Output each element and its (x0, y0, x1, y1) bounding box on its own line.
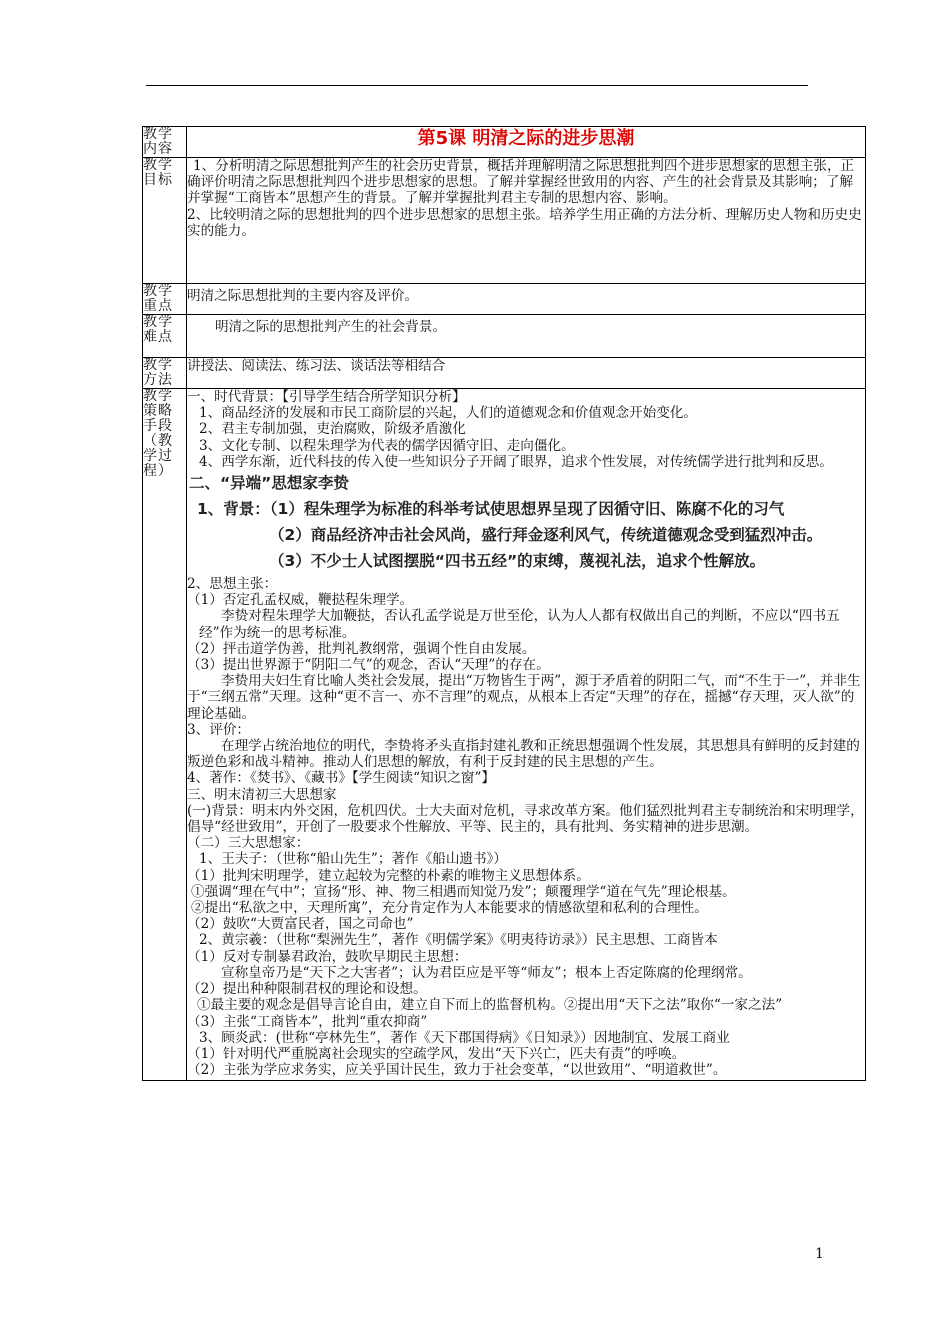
label-content: 教学内容 (143, 127, 187, 158)
difficulty-text: 明清之际的思想批判产生的社会背景。 (215, 319, 447, 335)
key-text: 明清之际思想批判的主要内容及评价。 (187, 288, 419, 304)
section-3-subheading: （二）三大思想家： (187, 835, 310, 852)
section-2-point: （3）提出世界源于“阴阳二气”的观念，否认“天理”的存在。 (187, 657, 550, 674)
section-2-text: 李贽对程朱理学大加鞭挞，否认孔孟学说是万世至伦，认为人人都有权做出自己的判断，不应以“四书五经”作为统一的思考标准。 (199, 608, 840, 641)
row-content (143, 127, 866, 158)
section-2-subheading: 3、评价： (187, 721, 251, 738)
page-number: 1 (815, 1246, 824, 1262)
section-1-item: 4、西学东渐，近代科技的传入使一些知识分子开阔了眼界，追求个性发展，对传统儒学进行批判和反思。 (199, 453, 833, 470)
thinker-point: （1）反对专制暴君政治，鼓吹早期民主思想： (187, 948, 468, 965)
label-process: 教学策略手段（教学过程） (143, 389, 187, 1081)
section-1-item: 1、商品经济的发展和市民工商阶层的兴起，人们的道德观念和价值观念开始变化。 (199, 405, 698, 422)
section-2-background: 1、背景：（1）程朱理学为标准的科举考试使思想界呈现了因循守旧、陈腐不化的习气 (197, 500, 785, 519)
thinker-point: （2）鼓吹“大贾富民者，国之司命也” (187, 916, 414, 933)
section-3-heading: 三、明末清初三大思想家 (187, 786, 337, 803)
section-2-subheading: 2、思想主张： (187, 576, 278, 593)
process-body (187, 389, 866, 1081)
section-2-point: （1）否定孔孟权威，鞭挞程朱理学。 (187, 592, 414, 609)
thinker-point: ①强调“理在气中”；宣扬“形、神、物三相遇而知觉乃发”；颠覆理学“道在气先”理论根基。 (191, 883, 736, 900)
thinker-point: （3）主张“工商皆本”，批判“重农抑商” (187, 1013, 428, 1030)
section-2-heading: 二、“异端”思想家李贽 (189, 474, 349, 493)
thinker-heading: 2、黄宗羲：（世称“梨洲先生”，著作《明儒学案》《明夷待访录》）民主思想、工商皆本 (199, 932, 718, 949)
label-method: 教学方法 (143, 358, 187, 389)
section-2-background: （2）商品经济冲击社会风尚，盛行拜金逐利风气，传统道德观念受到猛烈冲击。 (269, 526, 823, 545)
row-goals (143, 158, 866, 284)
label-key: 教学重点 (143, 284, 187, 315)
row-process (143, 389, 866, 1081)
row-difficulty (143, 315, 866, 358)
thinker-text: 宣称皇帝乃是“天下之大害者”；认为君臣应是平等“师友”；根本上否定陈腐的伦理纲常。 (221, 964, 752, 981)
section-2-point: （2）抨击道学伪善，批判礼教纲常，强调个性自由发展。 (187, 640, 536, 657)
label-difficulty: 教学难点 (143, 315, 187, 358)
lesson-plan-table (142, 126, 866, 1081)
section-2-text: 在理学占统治地位的明代，李贽将矛头直指封建礼教和正统思想强调个性发展，其思想具有鲜明的反封建的叛逆色彩和战斗精神。推动人们思想的解放，有利于反封建的民主思想的产生。 (187, 738, 860, 771)
section-1-heading: 一、时代背景：【引导学生结合所学知识分析】 (187, 389, 466, 405)
label-goals: 教学目标 (143, 158, 187, 284)
lesson-title: 第5课 明清之际的进步思潮 (417, 128, 635, 149)
thinker-point: （1）批判宋明理学，建立起较为完整的朴素的唯物主义思想体系。 (187, 867, 590, 884)
row-method (143, 358, 866, 389)
goal-1: 1、分析明清之际思想批判产生的社会历史背景，概括并理解明清之际思想批判四个进步思想家的思想主张，正确评价明清之际思想批判四个进步思想家的思想。了解并掌握经世致用的内容、产生的社会背景及其影响；了解并掌握“工商皆本”思想产生的背景。了解并掌握批判君主专制的思想内容、影响。 (187, 158, 855, 207)
section-2-subheading: 4、著作：《焚书》、《藏书》【学生阅读“知识之窗”】 (187, 770, 496, 787)
section-2-text: 李贽用夫妇生育比喻人类社会发展，提出“万物皆生于两”，源于矛盾着的阴阳二气，而“不生于一”，并非生于“三纲五常”天理。这种“更不言一、亦不言理”的观点，从根本上否定“天理”的存在，摇撼“存天理，灭人欲”的理论基础。 (187, 673, 861, 722)
thinker-point: ②提出“私欲之中，天理所寓”，充分肯定作为人本能要求的情感欲望和私利的合理性。 (191, 900, 708, 917)
section-1-item: 3、文化专制、以程朱理学为代表的儒学因循守旧、走向僵化。 (199, 437, 575, 454)
goal-2: 2、比较明清之际的思想批判的四个进步思想家的思想主张。培养学生用正确的方法分析、理解历史人物和历史史实的能力。 (187, 206, 862, 239)
thinker-point: （2）提出种种限制君权的理论和设想。 (187, 981, 427, 998)
thinker-point: （2）主张为学应求务实，应关乎国计民生，致力于社会变革，“以世致用”、“明道救世”。 (187, 1062, 727, 1079)
section-1-item: 2、君主专制加强，吏治腐败，阶级矛盾激化 (199, 421, 466, 438)
method-text: 讲授法、阅读法、练习法、谈话法等相结合 (187, 358, 446, 374)
row-key (143, 284, 866, 315)
thinker-text: ①最主要的观念是倡导言论自由，建立自下而上的监督机构。②提出用“天下之法”取你“一家之法” (197, 997, 783, 1014)
section-2-background: （3）不少士人试图摆脱“四书五经”的束缚，蔑视礼法，追求个性解放。 (269, 552, 766, 571)
section-3-text: (一)背景：明末内外交困，危机四伏。士大夫面对危机，寻求改革方案。他们猛烈批判君主专制统治和宋明理学，倡导“经世致用”，开创了一股要求个性解放、平等、民主的，具有批判、务实精神的进步思潮。 (187, 802, 864, 836)
header-rule (146, 85, 808, 86)
thinker-heading: 3、顾炎武：(世称“亭林先生”，著作《天下郡国得病》《日知录》）因地制宜、发展工商业 (199, 1029, 730, 1046)
thinker-point: （1）针对明代严重脱离社会现实的空疏学风，发出“天下兴亡，匹夫有责”的呼唤。 (187, 1045, 686, 1062)
thinker-heading: 1、王夫子：（世称“船山先生”；著作《船山遗书》） (199, 851, 508, 868)
